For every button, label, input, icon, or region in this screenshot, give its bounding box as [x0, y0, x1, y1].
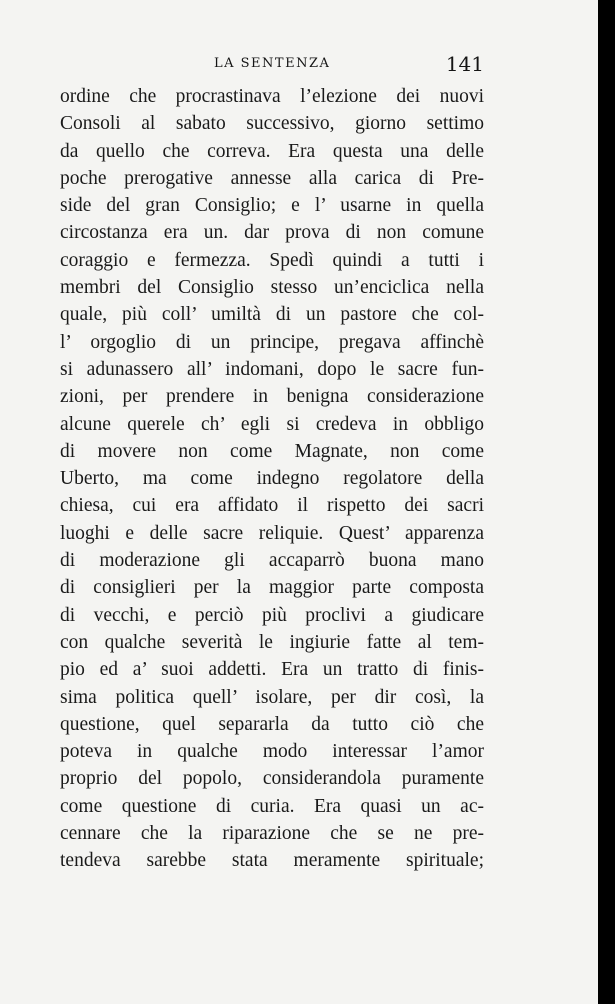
text-line: con qualche severità le ingiurie fatte al tem- — [60, 631, 484, 653]
text-line: zioni, per prendere in benigna considerazione — [60, 386, 484, 408]
text-line: tendeva sarebbe stata meramente spirituale; — [60, 850, 484, 872]
running-head-title: LA SENTENZA — [214, 56, 331, 71]
text-line: di movere non come Magnate, non come — [60, 440, 484, 462]
text-line: alcune querele ch’ egli si credeva in obbligo — [60, 413, 484, 435]
text-line: quale, più coll’ umiltà di un pastore che col- — [60, 304, 484, 326]
page-edge-shadow — [598, 0, 615, 1004]
running-head — [60, 52, 484, 78]
text-line: membri del Consiglio stesso un’enciclica nella — [60, 277, 484, 299]
text-line: come questione di curia. Era quasi un ac- — [60, 795, 484, 817]
text-line: poteva in qualche modo interessar l’amor — [60, 741, 484, 763]
text-line: si adunassero all’ indomani, dopo le sacre fun- — [60, 358, 484, 380]
text-line: side del gran Consiglio; e l’ usarne in quella — [60, 195, 484, 217]
text-line: questione, quel separarla da tutto ciò che — [60, 713, 484, 735]
page-number: 141 — [445, 52, 484, 76]
text-line: poche prerogative annesse alla carica di Pre- — [60, 167, 484, 189]
text-line: di consiglieri per la maggior parte composta — [60, 577, 484, 599]
text-line: di moderazione gli accaparrò buona mano — [60, 550, 484, 572]
text-line: di vecchi, e perciò più proclivi a giudicare — [60, 604, 484, 626]
text-line: Uberto, ma come indegno regolatore della — [60, 468, 484, 490]
text-body — [60, 83, 484, 875]
text-line: luoghi e delle sacre reliquie. Quest’ apparenza — [60, 522, 484, 544]
text-line: circostanza era un. dar prova di non comune — [60, 222, 484, 244]
text-line: pio ed a’ suoi addetti. Era un tratto di finis- — [60, 659, 484, 681]
text-line: proprio del popolo, considerandola puramente — [60, 768, 484, 790]
text-line: chiesa, cui era affidato il rispetto dei sacri — [60, 495, 484, 517]
text-line: Consoli al sabato successivo, giorno settimo — [60, 113, 484, 135]
text-line: l’ orgoglio di un principe, pregava affinchè — [60, 331, 484, 353]
text-line: cennare che la riparazione che se ne pre- — [60, 823, 484, 845]
text-line: coraggio e fermezza. Spedì quindi a tutti i — [60, 249, 484, 271]
text-line: sima politica quell’ isolare, per dir così, la — [60, 686, 484, 708]
text-line: da quello che correva. Era questa una delle — [60, 140, 484, 162]
text-line: ordine che procrastinava l’elezione dei nuovi — [60, 86, 484, 107]
